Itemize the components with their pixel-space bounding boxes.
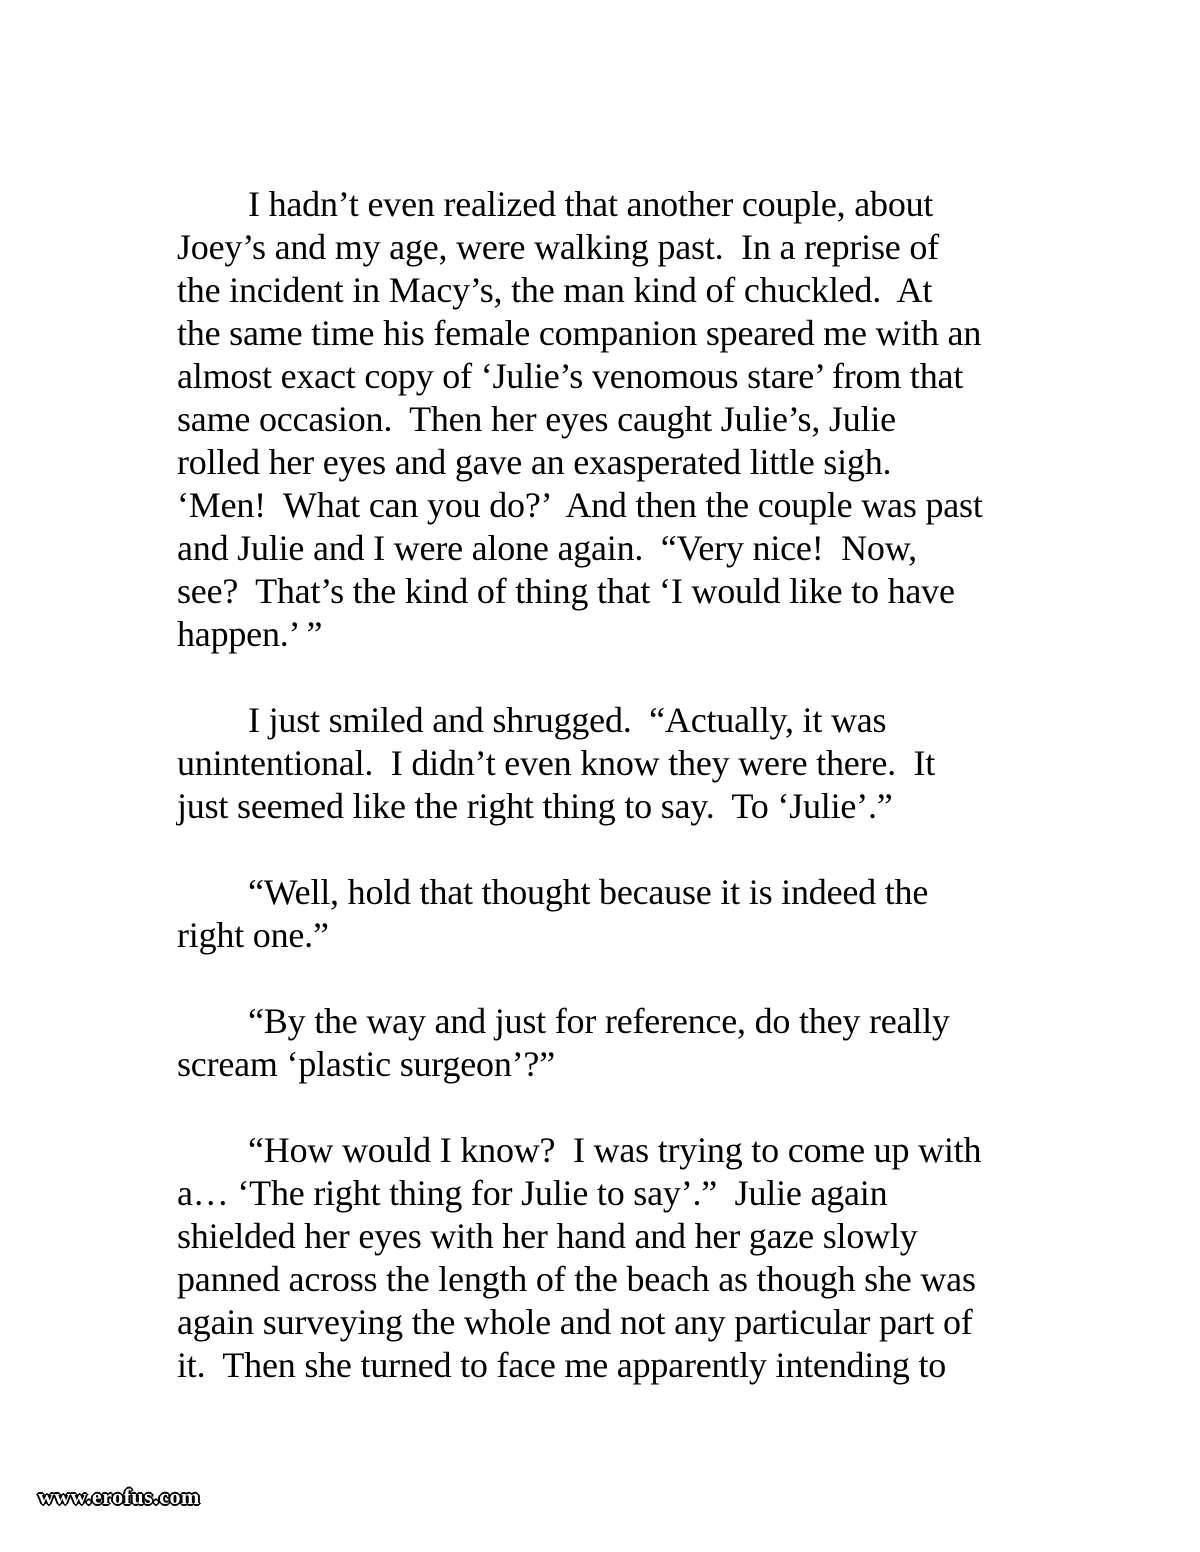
paragraph-1: [177, 183, 1037, 656]
text-line: again surveying the whole and not any particular part of: [177, 1302, 973, 1342]
text-line: panned across the length of the beach as though she was: [177, 1259, 976, 1299]
paragraph-gap: [177, 957, 1037, 1000]
text-line: almost exact copy of ‘Julie’s venomous stare’ from that: [177, 356, 964, 396]
text-line: the same time his female companion speared me with an: [177, 313, 982, 353]
text-line: rolled her eyes and gave an exasperated little sigh.: [177, 442, 892, 482]
text-line: just seemed like the right thing to say. To ‘Julie’.”: [177, 786, 893, 826]
text-line: ‘Men! What can you do?’ And then the couple was past: [177, 485, 983, 525]
watermark: www.erofus.com: [38, 1484, 200, 1509]
text-line: shielded her eyes with her hand and her gaze slowly: [177, 1216, 918, 1256]
paragraph-gap: [177, 1086, 1037, 1129]
text-line: “By the way and just for reference, do they really: [248, 1001, 950, 1041]
text-line: right one.”: [177, 915, 329, 955]
text-line: it. Then she turned to face me apparently intending to: [177, 1345, 947, 1385]
text-line: “How would I know? I was trying to come up with: [248, 1130, 982, 1170]
text-line: Joey’s and my age, were walking past. In a reprise of: [177, 227, 939, 267]
body-text: [177, 183, 1037, 1387]
text-line: “Well, hold that thought because it is indeed the: [248, 872, 929, 912]
text-line: a… ‘The right thing for Julie to say’.” Julie again: [177, 1173, 888, 1213]
paragraph-5: [177, 1129, 1037, 1387]
paragraph-gap: [177, 656, 1037, 699]
text-line: see? That’s the kind of thing that ‘I would like to have: [177, 571, 955, 611]
paragraph-4: [177, 1000, 1037, 1086]
text-line: I just smiled and shrugged. “Actually, it was: [248, 700, 887, 740]
text-line: happen.’ ”: [177, 614, 323, 654]
text-line: and Julie and I were alone again. “Very nice! Now,: [177, 528, 917, 568]
text-line: scream ‘plastic surgeon’?”: [177, 1044, 555, 1084]
text-line: same occasion. Then her eyes caught Julie’s, Julie: [177, 399, 896, 439]
paragraph-3: [177, 871, 1037, 957]
text-line: the incident in Macy’s, the man kind of chuckled. At: [177, 270, 933, 310]
text-line: I hadn’t even realized that another couple, about: [248, 184, 934, 224]
text-line: unintentional. I didn’t even know they were there. It: [177, 743, 936, 783]
paragraph-gap: [177, 828, 1037, 871]
paragraph-2: [177, 699, 1037, 828]
